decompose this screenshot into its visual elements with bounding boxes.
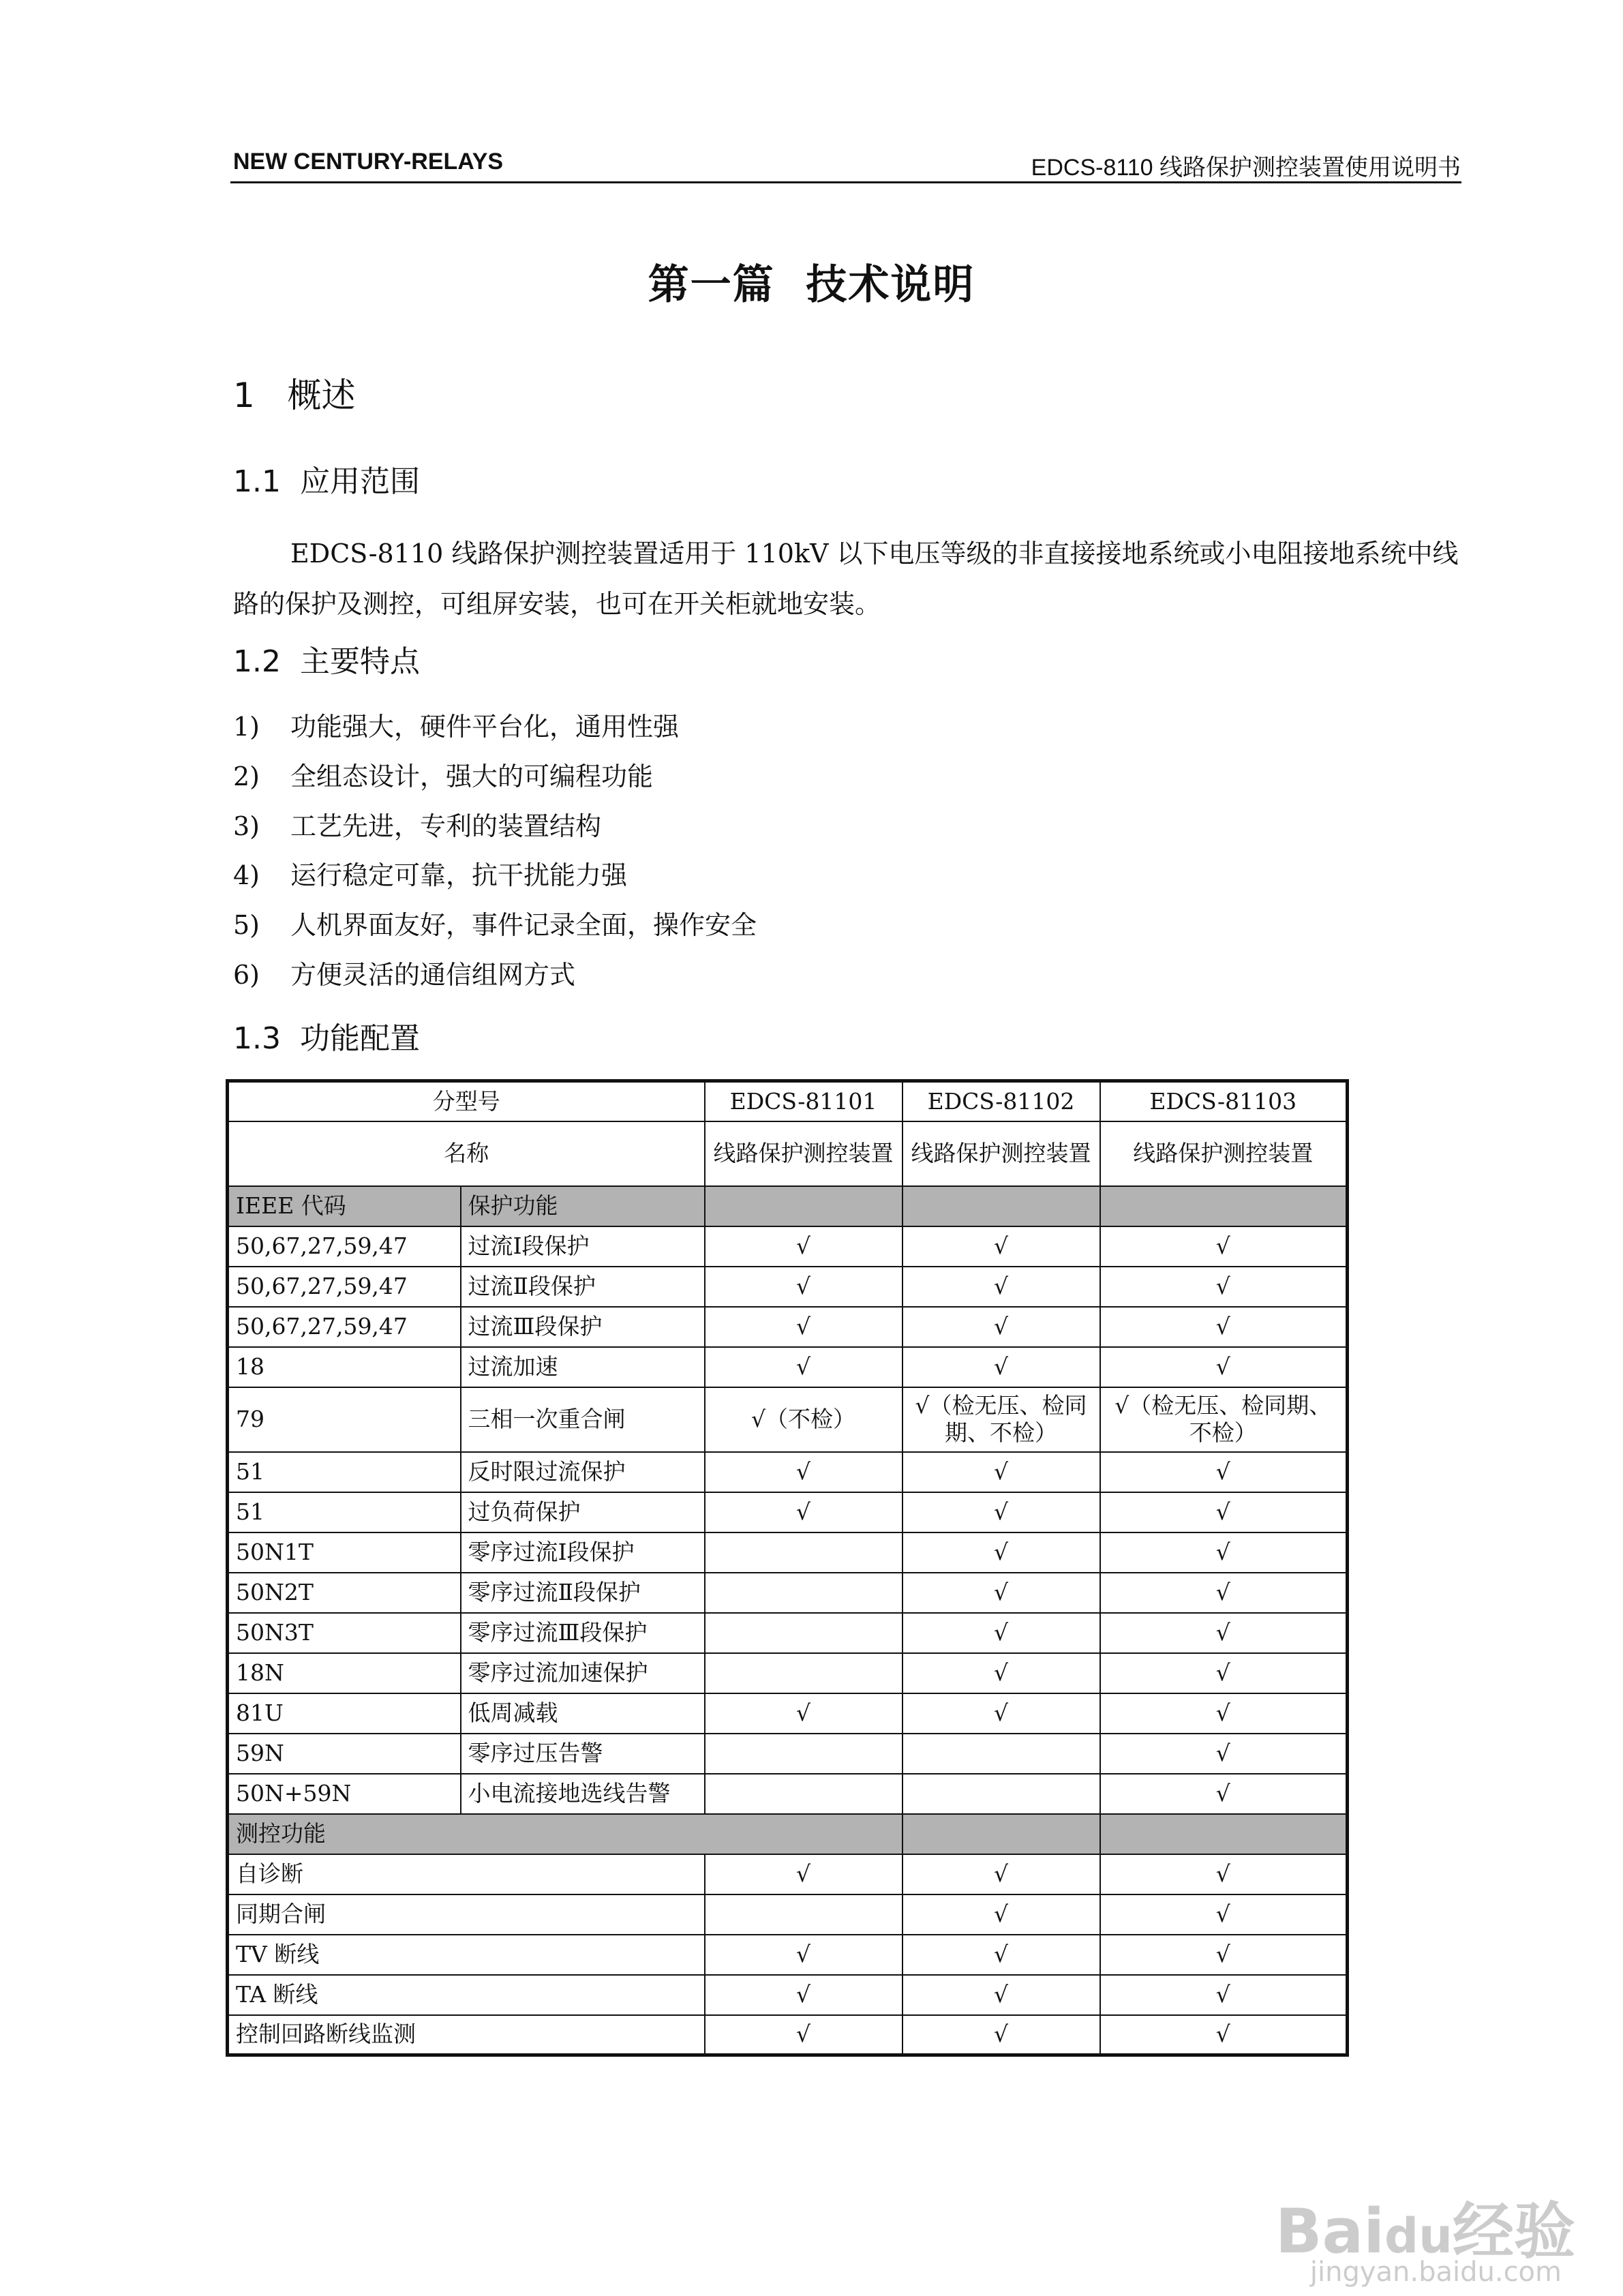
section-heading: 1 概述 <box>233 376 356 415</box>
ieee-code-cell: 59N <box>228 1734 461 1774</box>
ieee-code-cell: 50,67,27,59,47 <box>228 1226 461 1267</box>
function-cell: 低周减载 <box>461 1693 705 1734</box>
ieee-code-cell: 18 <box>228 1347 461 1387</box>
name-cell: 线路保护测控装置 <box>902 1121 1100 1186</box>
support-cell: √ <box>705 1226 902 1267</box>
watermark-url: jingyan.baidu.com <box>1309 2256 1562 2288</box>
function-config-table <box>226 1079 1349 2057</box>
function-cell: 过流Ⅲ段保护 <box>461 1307 705 1347</box>
support-cell <box>705 1532 902 1573</box>
ieee-code-cell: 79 <box>228 1387 461 1452</box>
header-doc-title: EDCS-8110 线路保护测控装置使用说明书 <box>1031 155 1461 181</box>
table-row <box>228 1975 1348 2015</box>
support-cell: √ <box>902 1573 1100 1613</box>
support-cell: √ <box>1100 1653 1348 1693</box>
function-cell: TA 断线 <box>228 1975 705 2015</box>
support-cell: √（不检） <box>705 1387 902 1452</box>
feature-text: 人机界面友好，事件记录全面，操作安全 <box>290 910 757 941</box>
table-row <box>228 1532 1348 1573</box>
support-cell: √ <box>705 1347 902 1387</box>
table-row <box>228 1307 1348 1347</box>
support-cell: √ <box>902 1693 1100 1734</box>
table-row <box>228 1226 1348 1267</box>
feature-text: 工艺先进，专利的装置结构 <box>290 811 602 841</box>
subsection-heading: 1.2 主要特点 <box>233 644 420 679</box>
header-divider <box>230 181 1461 183</box>
table-row <box>228 1573 1348 1613</box>
support-cell: √ <box>902 1267 1100 1307</box>
model-cell: EDCS-81102 <box>902 1081 1100 1121</box>
feature-item <box>233 752 757 802</box>
support-cell: √ <box>705 1452 902 1492</box>
support-cell: √ <box>902 1452 1100 1492</box>
function-cell: 零序过流Ⅲ段保护 <box>461 1613 705 1653</box>
page-title: 第一篇 技术说明 <box>648 261 975 309</box>
feature-item <box>233 702 757 752</box>
support-cell: √ <box>1100 1975 1348 2015</box>
support-cell: √ <box>902 1975 1100 2015</box>
table-row <box>228 1734 1348 1774</box>
feature-item <box>233 950 757 1000</box>
feature-text: 功能强大，硬件平台化，通用性强 <box>290 712 680 742</box>
support-cell: √ <box>902 1226 1100 1267</box>
function-cell: 三相一次重合闸 <box>461 1387 705 1452</box>
feature-number: 6) <box>233 959 260 990</box>
feature-text: 全组态设计，强大的可编程功能 <box>290 761 654 791</box>
support-cell: √ <box>705 1693 902 1734</box>
model-label: 分型号 <box>228 1081 705 1121</box>
function-cell: 过负荷保护 <box>461 1492 705 1532</box>
name-label: 名称 <box>228 1121 705 1186</box>
support-cell <box>705 1573 902 1613</box>
ieee-code-cell: 51 <box>228 1452 461 1492</box>
table-row <box>228 1935 1348 1975</box>
table-row <box>228 1693 1348 1734</box>
support-cell: √ <box>1100 1226 1348 1267</box>
support-cell <box>902 1774 1100 1814</box>
support-cell: √ <box>1100 1532 1348 1573</box>
support-cell: √ <box>1100 1573 1348 1613</box>
support-cell: √ <box>902 2015 1100 2055</box>
feature-item <box>233 802 757 851</box>
support-cell: √ <box>902 1894 1100 1935</box>
support-cell: √ <box>902 1347 1100 1387</box>
support-cell: √ <box>902 1532 1100 1573</box>
support-cell <box>705 1734 902 1774</box>
function-cell: 小电流接地选线告警 <box>461 1774 705 1814</box>
support-cell: √ <box>1100 1267 1348 1307</box>
table-row <box>228 1774 1348 1814</box>
table-row <box>228 1452 1348 1492</box>
table-row <box>228 1894 1348 1935</box>
feature-number: 3) <box>233 811 260 841</box>
function-cell: 零序过压告警 <box>461 1734 705 1774</box>
support-cell: √ <box>902 1653 1100 1693</box>
support-cell: √ <box>705 1935 902 1975</box>
table-row <box>228 2015 1348 2055</box>
ieee-code-cell: 50N3T <box>228 1613 461 1653</box>
feature-item <box>233 851 757 901</box>
support-cell: √ <box>902 1613 1100 1653</box>
feature-number: 2) <box>233 761 260 791</box>
function-cell: 零序过流Ⅱ段保护 <box>461 1573 705 1613</box>
function-cell: 零序过流加速保护 <box>461 1653 705 1693</box>
support-cell: √（检无压、检同期、不检） <box>902 1387 1100 1452</box>
support-cell: √ <box>1100 1492 1348 1532</box>
header-cell: IEEE 代码 <box>228 1186 461 1226</box>
feature-list <box>233 702 757 1000</box>
ieee-code-cell: 50N+59N <box>228 1774 461 1814</box>
header-cell: 测控功能 <box>228 1814 902 1854</box>
name-cell: 线路保护测控装置 <box>1100 1121 1348 1186</box>
support-cell <box>705 1774 902 1814</box>
support-cell: √ <box>902 1854 1100 1894</box>
support-cell <box>705 1894 902 1935</box>
table-section-row <box>228 1186 1348 1226</box>
paragraph: EDCS-8110 线路保护测控装置适用于 110kV 以下电压等级的非直接接地系统或小电阻接地系统中线路的保护及测控，可组屏安装，也可在开关柜就地安装。 <box>233 539 1459 619</box>
table-row <box>228 1854 1348 1894</box>
support-cell: √ <box>1100 1854 1348 1894</box>
feature-number: 1) <box>233 712 260 742</box>
table-row <box>228 1613 1348 1653</box>
ieee-code-cell: 18N <box>228 1653 461 1693</box>
ieee-code-cell: 50,67,27,59,47 <box>228 1307 461 1347</box>
feature-item <box>233 901 757 950</box>
support-cell: √ <box>705 2015 902 2055</box>
support-cell: √ <box>705 1492 902 1532</box>
support-cell: √（检无压、检同期、不检） <box>1100 1387 1348 1452</box>
support-cell <box>705 1613 902 1653</box>
support-cell: √ <box>705 1854 902 1894</box>
function-cell: 过流Ⅱ段保护 <box>461 1267 705 1307</box>
model-cell: EDCS-81103 <box>1100 1081 1348 1121</box>
function-cell: 零序过流Ⅰ段保护 <box>461 1532 705 1573</box>
support-cell: √ <box>1100 1613 1348 1653</box>
support-cell: √ <box>902 1307 1100 1347</box>
ieee-code-cell: 50N2T <box>228 1573 461 1613</box>
table-row <box>228 1121 1348 1186</box>
name-cell: 线路保护测控装置 <box>705 1121 902 1186</box>
table-row <box>228 1081 1348 1121</box>
support-cell: √ <box>705 1267 902 1307</box>
function-cell: 过流加速 <box>461 1347 705 1387</box>
ieee-code-cell: 51 <box>228 1492 461 1532</box>
table-row <box>228 1387 1348 1452</box>
support-cell: √ <box>1100 2015 1348 2055</box>
baidu-watermark-logo: Baidu经验 <box>1275 2196 1575 2267</box>
support-cell: √ <box>902 1492 1100 1532</box>
table-row <box>228 1492 1348 1532</box>
support-cell: √ <box>1100 1693 1348 1734</box>
subsection-heading: 1.1 应用范围 <box>233 464 420 499</box>
support-cell: √ <box>705 1975 902 2015</box>
function-cell: 自诊断 <box>228 1854 705 1894</box>
support-cell: √ <box>1100 1894 1348 1935</box>
feature-number: 5) <box>233 910 260 941</box>
function-cell: 控制回路断线监测 <box>228 2015 705 2055</box>
feature-text: 方便灵活的通信组网方式 <box>290 959 576 990</box>
table-row <box>228 1347 1348 1387</box>
header-cell: 保护功能 <box>461 1186 705 1226</box>
support-cell <box>705 1653 902 1693</box>
support-cell: √ <box>1100 1347 1348 1387</box>
header-company: NEW CENTURY-RELAYS <box>233 149 504 175</box>
support-cell <box>902 1734 1100 1774</box>
table-row <box>228 1653 1348 1693</box>
support-cell: √ <box>1100 1774 1348 1814</box>
feature-text: 运行稳定可靠，抗干扰能力强 <box>290 860 628 891</box>
ieee-code-cell: 81U <box>228 1693 461 1734</box>
subsection-heading: 1.3 功能配置 <box>233 1021 420 1056</box>
support-cell: √ <box>705 1307 902 1347</box>
support-cell: √ <box>1100 1734 1348 1774</box>
model-cell: EDCS-81101 <box>705 1081 902 1121</box>
support-cell: √ <box>902 1935 1100 1975</box>
function-cell: TV 断线 <box>228 1935 705 1975</box>
function-cell: 同期合闸 <box>228 1894 705 1935</box>
function-cell: 反时限过流保护 <box>461 1452 705 1492</box>
feature-number: 4) <box>233 860 260 891</box>
table-row <box>228 1267 1348 1307</box>
ieee-code-cell: 50,67,27,59,47 <box>228 1267 461 1307</box>
support-cell: √ <box>1100 1307 1348 1347</box>
support-cell: √ <box>1100 1935 1348 1975</box>
ieee-code-cell: 50N1T <box>228 1532 461 1573</box>
table-section-row <box>228 1814 1348 1854</box>
function-cell: 过流Ⅰ段保护 <box>461 1226 705 1267</box>
support-cell: √ <box>1100 1452 1348 1492</box>
